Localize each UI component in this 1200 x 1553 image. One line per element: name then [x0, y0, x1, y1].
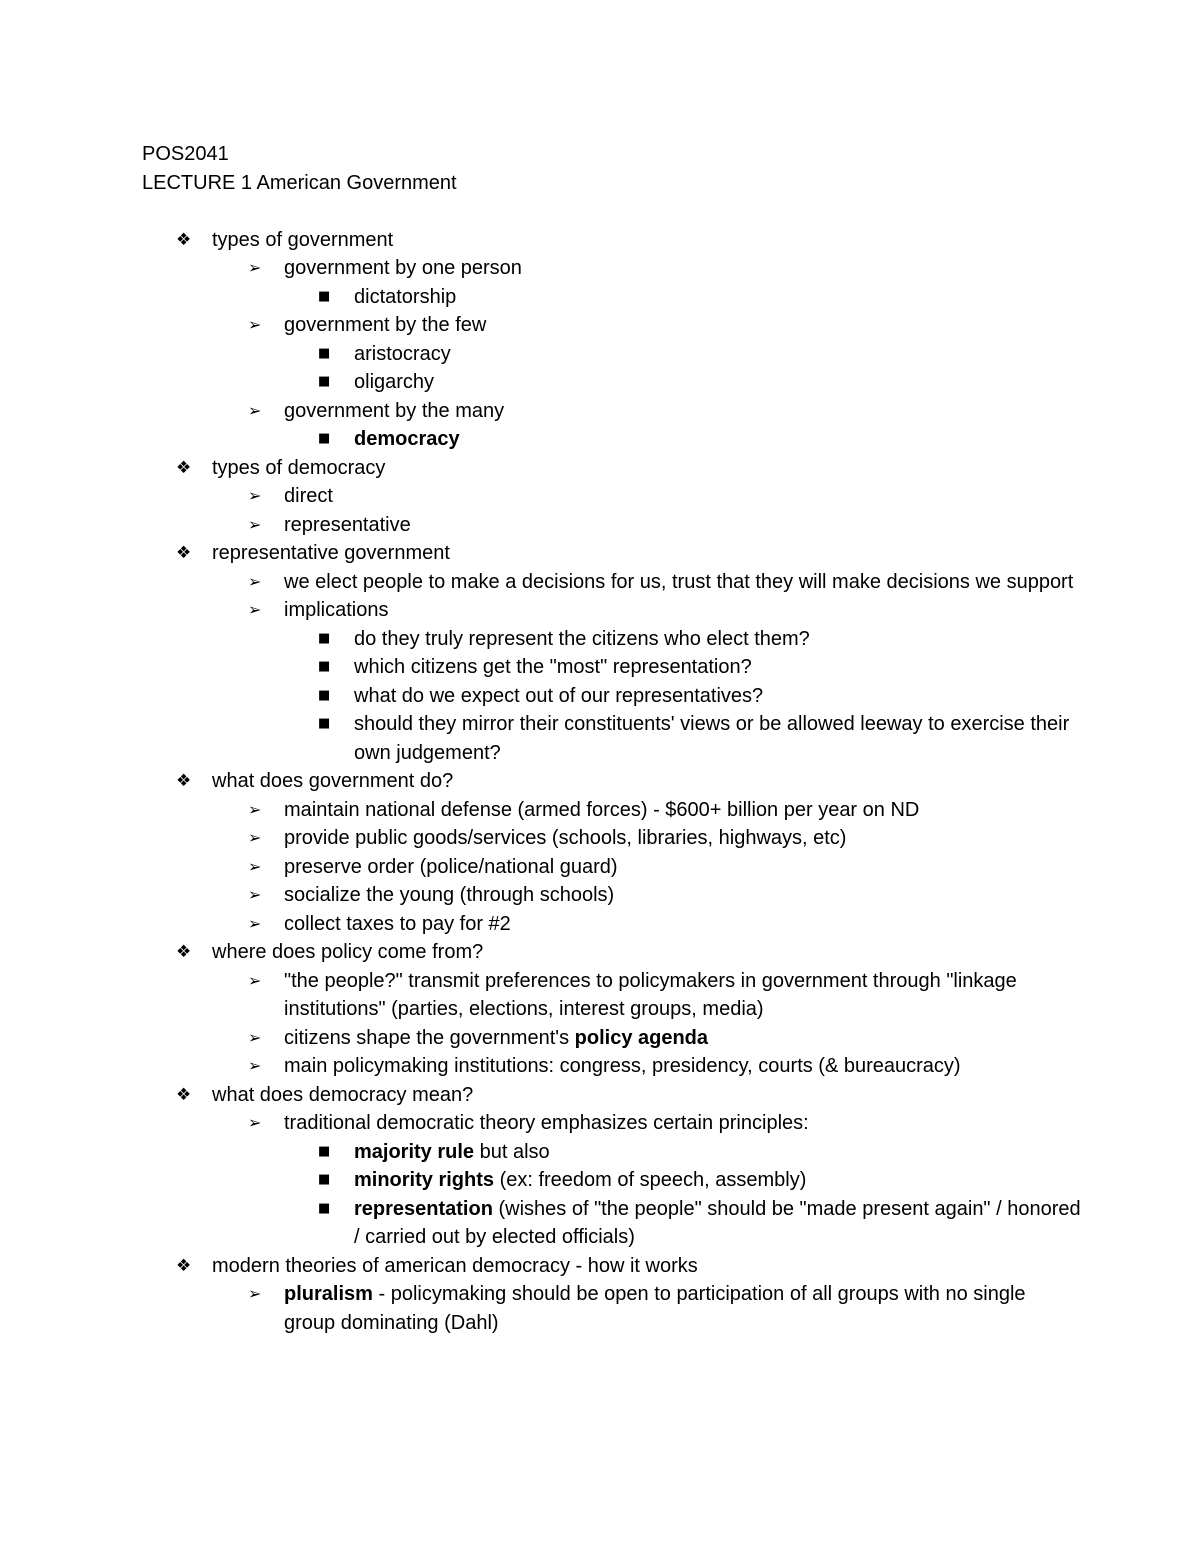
- square-bullet-icon: ■: [318, 1172, 331, 1187]
- outline-item-level-3: [142, 425, 1082, 454]
- outline-item-text: [284, 1052, 1082, 1081]
- arrow-bullet-icon: ➢: [248, 1284, 262, 1303]
- square-bullet-icon: ■: [318, 431, 331, 446]
- outline-item-text: [284, 796, 1082, 825]
- text-segment: main policymaking institutions: congress, presidency, courts (& bureaucracy): [284, 1055, 961, 1077]
- bold-term: representation: [354, 1197, 493, 1220]
- diamond-bullet-icon: ❖: [176, 229, 192, 250]
- text-segment: maintain national defense (armed forces) - $600+ billion per year on ND: [284, 798, 920, 821]
- arrow-bullet-icon: ➢: [248, 571, 262, 591]
- diamond-bullet-icon: ❖: [176, 1255, 192, 1276]
- diamond-bullet-icon: ❖: [176, 942, 192, 962]
- square-bullet-icon: ■: [318, 1143, 331, 1159]
- outline-item-level-2: [142, 397, 1082, 426]
- outline-item-level-2: [142, 1109, 1082, 1138]
- text-segment: citizens shape the government's: [284, 1026, 575, 1049]
- outline-item-level-3: [142, 1138, 1082, 1167]
- text-segment: "the people?" transmit preferences to policymakers in government through "linkage institutions" (parties, elections, interest groups, media): [284, 969, 1017, 1020]
- arrow-bullet-icon: ➢: [248, 913, 262, 933]
- text-segment: modern theories of american democracy - how it works: [212, 1254, 698, 1277]
- outline-item-text: [284, 568, 1082, 597]
- arrow-bullet-icon: ➢: [248, 400, 262, 420]
- arrow-bullet-icon: ➢: [248, 514, 262, 534]
- outline-item-level-2: [142, 881, 1082, 910]
- course-code: POS2041: [142, 143, 229, 165]
- text-segment: oligarchy: [354, 371, 435, 393]
- bold-term: democracy: [354, 428, 460, 450]
- outline-item-level-1: [142, 539, 1082, 568]
- bold-term: minority rights: [354, 1169, 495, 1191]
- outline-item-text: [284, 824, 1082, 853]
- text-segment: we elect people to make a decisions for us, trust that they will make decisions we support: [284, 570, 1074, 593]
- blank-line: [142, 197, 1082, 226]
- bold-term: policy agenda: [574, 1026, 709, 1049]
- text-segment: what does democracy mean?: [212, 1083, 474, 1106]
- text-segment: what does government do?: [212, 770, 454, 792]
- outline-item-level-3: [142, 1166, 1082, 1195]
- arrow-bullet-icon: ➢: [248, 799, 262, 819]
- arrow-bullet-icon: ➢: [248, 1027, 262, 1047]
- outline-item-level-3: [142, 368, 1082, 397]
- arrow-bullet-icon: ➢: [248, 315, 262, 334]
- outline-item-level-3: [142, 625, 1082, 654]
- outline-item-text: [354, 283, 1082, 312]
- text-segment: representative: [284, 513, 411, 536]
- outline-item-text: [354, 1195, 1082, 1252]
- outline-item-text: [284, 853, 1082, 882]
- outline-item-text: [354, 682, 1082, 711]
- text-segment: provide public goods/services (schools, libraries, highways, etc): [284, 827, 847, 849]
- outline-item-text: [212, 938, 1082, 967]
- outline-item-level-1: [142, 1081, 1082, 1110]
- text-segment: - policymaking should be open to participation of all groups with no single group dominating (Dahl): [284, 1283, 1026, 1334]
- bold-term: pluralism: [284, 1283, 373, 1305]
- outline-item-level-3: [142, 682, 1082, 711]
- text-segment: traditional democratic theory emphasizes certain principles:: [284, 1112, 809, 1134]
- text-segment: should they mirror their constituents' views or be allowed leeway to exercise their own judgement?: [354, 713, 1070, 764]
- outline-item-text: [212, 454, 1082, 483]
- outline-item-text: [284, 910, 1082, 939]
- diamond-bullet-icon: ❖: [176, 771, 192, 791]
- outline-item-level-1: [142, 767, 1082, 796]
- outline-item-level-3: [142, 653, 1082, 682]
- outline-item-text: [354, 425, 1082, 454]
- square-bullet-icon: ■: [318, 659, 331, 674]
- arrow-bullet-icon: ➢: [248, 600, 262, 619]
- outline-item-text: [354, 625, 1082, 654]
- outline-item-text: [354, 1166, 1082, 1195]
- text-segment: types of government: [212, 228, 394, 251]
- text-segment: collect taxes to pay for #2: [284, 912, 511, 935]
- outline-item-text: [354, 710, 1082, 767]
- outline-item-text: [284, 1280, 1082, 1337]
- outline-item-text: [212, 539, 1082, 568]
- outline-item-level-1: [142, 226, 1082, 255]
- text-segment: government by the many: [284, 399, 505, 422]
- outline-item-text: [354, 653, 1082, 682]
- outline-item-level-2: [142, 254, 1082, 283]
- text-segment: (ex: freedom of speech, assembly): [494, 1169, 807, 1191]
- outline-item-text: [284, 596, 1082, 625]
- text-segment: what do we expect out of our representatives?: [354, 684, 764, 707]
- outline-item-text: [212, 1081, 1082, 1110]
- outline-item-level-3: [142, 340, 1082, 369]
- text-segment: representative government: [212, 542, 450, 564]
- outline-item-text: [284, 311, 1082, 340]
- outline-item-text: [354, 340, 1082, 369]
- outline-item-text: [284, 511, 1082, 540]
- lecture-title: LECTURE 1 American Government: [142, 171, 457, 194]
- diamond-bullet-icon: ❖: [176, 543, 192, 563]
- square-bullet-icon: ■: [318, 630, 331, 646]
- outline-item-text: [284, 967, 1082, 1024]
- outline-item-level-2: [142, 910, 1082, 939]
- outline-item-level-1: [142, 1252, 1082, 1281]
- diamond-bullet-icon: ❖: [176, 1084, 192, 1105]
- outline-item-level-3: [142, 1195, 1082, 1252]
- outline-item-text: [284, 1109, 1082, 1138]
- square-bullet-icon: ■: [318, 288, 331, 304]
- text-segment: dictatorship: [354, 285, 457, 308]
- arrow-bullet-icon: ➢: [248, 885, 262, 904]
- outline-item-level-2: [142, 824, 1082, 853]
- outline-item-level-2: [142, 511, 1082, 540]
- outline-item-text: [354, 1138, 1082, 1167]
- arrow-bullet-icon: ➢: [248, 970, 262, 990]
- square-bullet-icon: ■: [318, 374, 331, 389]
- outline-item-text: [354, 368, 1082, 397]
- text-segment: aristocracy: [354, 342, 451, 365]
- arrow-bullet-icon: ➢: [248, 1113, 262, 1132]
- outline-item-level-2: [142, 1024, 1082, 1053]
- outline-item-text: [212, 226, 1082, 255]
- arrow-bullet-icon: ➢: [248, 856, 262, 876]
- text-segment: where does policy come from?: [212, 941, 484, 963]
- text-segment: (wishes of "the people" should be "made present again" / honored / carried out by elected officials): [354, 1197, 1081, 1248]
- arrow-bullet-icon: ➢: [248, 828, 262, 847]
- document-page: [142, 140, 1082, 1337]
- outline-item-level-3: [142, 283, 1082, 312]
- outline-item-level-2: [142, 568, 1082, 597]
- lecture-outline: [142, 226, 1082, 1338]
- outline-item-level-2: [142, 967, 1082, 1024]
- outline-item-level-2: [142, 482, 1082, 511]
- arrow-bullet-icon: ➢: [248, 258, 262, 277]
- text-segment: do they truly represent the citizens who elect them?: [354, 627, 810, 650]
- text-segment: but also: [474, 1140, 550, 1163]
- arrow-bullet-icon: ➢: [248, 486, 262, 505]
- outline-item-level-2: [142, 853, 1082, 882]
- text-segment: government by the few: [284, 314, 487, 336]
- outline-item-level-2: [142, 1280, 1082, 1337]
- text-segment: government by one person: [284, 257, 522, 279]
- outline-item-text: [284, 397, 1082, 426]
- outline-item-text: [284, 254, 1082, 283]
- text-segment: direct: [284, 485, 333, 507]
- outline-item-level-3: [142, 710, 1082, 767]
- outline-item-level-2: [142, 311, 1082, 340]
- arrow-bullet-icon: ➢: [248, 1056, 262, 1075]
- text-segment: types of democracy: [212, 456, 386, 479]
- outline-item-level-2: [142, 1052, 1082, 1081]
- square-bullet-icon: ■: [318, 687, 331, 703]
- outline-item-level-2: [142, 596, 1082, 625]
- outline-item-level-1: [142, 938, 1082, 967]
- text-segment: implications: [284, 599, 389, 621]
- outline-item-text: [284, 482, 1082, 511]
- square-bullet-icon: ■: [318, 1200, 331, 1216]
- outline-item-text: [284, 1024, 1082, 1053]
- text-segment: preserve order (police/national guard): [284, 855, 618, 878]
- text-segment: which citizens get the "most" representation?: [354, 656, 752, 678]
- outline-item-level-1: [142, 454, 1082, 483]
- text-segment: socialize the young (through schools): [284, 884, 615, 906]
- outline-item-level-2: [142, 796, 1082, 825]
- outline-item-text: [284, 881, 1082, 910]
- outline-item-text: [212, 767, 1082, 796]
- square-bullet-icon: ■: [318, 345, 331, 361]
- outline-item-text: [212, 1252, 1082, 1281]
- diamond-bullet-icon: ❖: [176, 457, 192, 478]
- square-bullet-icon: ■: [318, 716, 331, 731]
- bold-term: majority rule: [354, 1140, 475, 1163]
